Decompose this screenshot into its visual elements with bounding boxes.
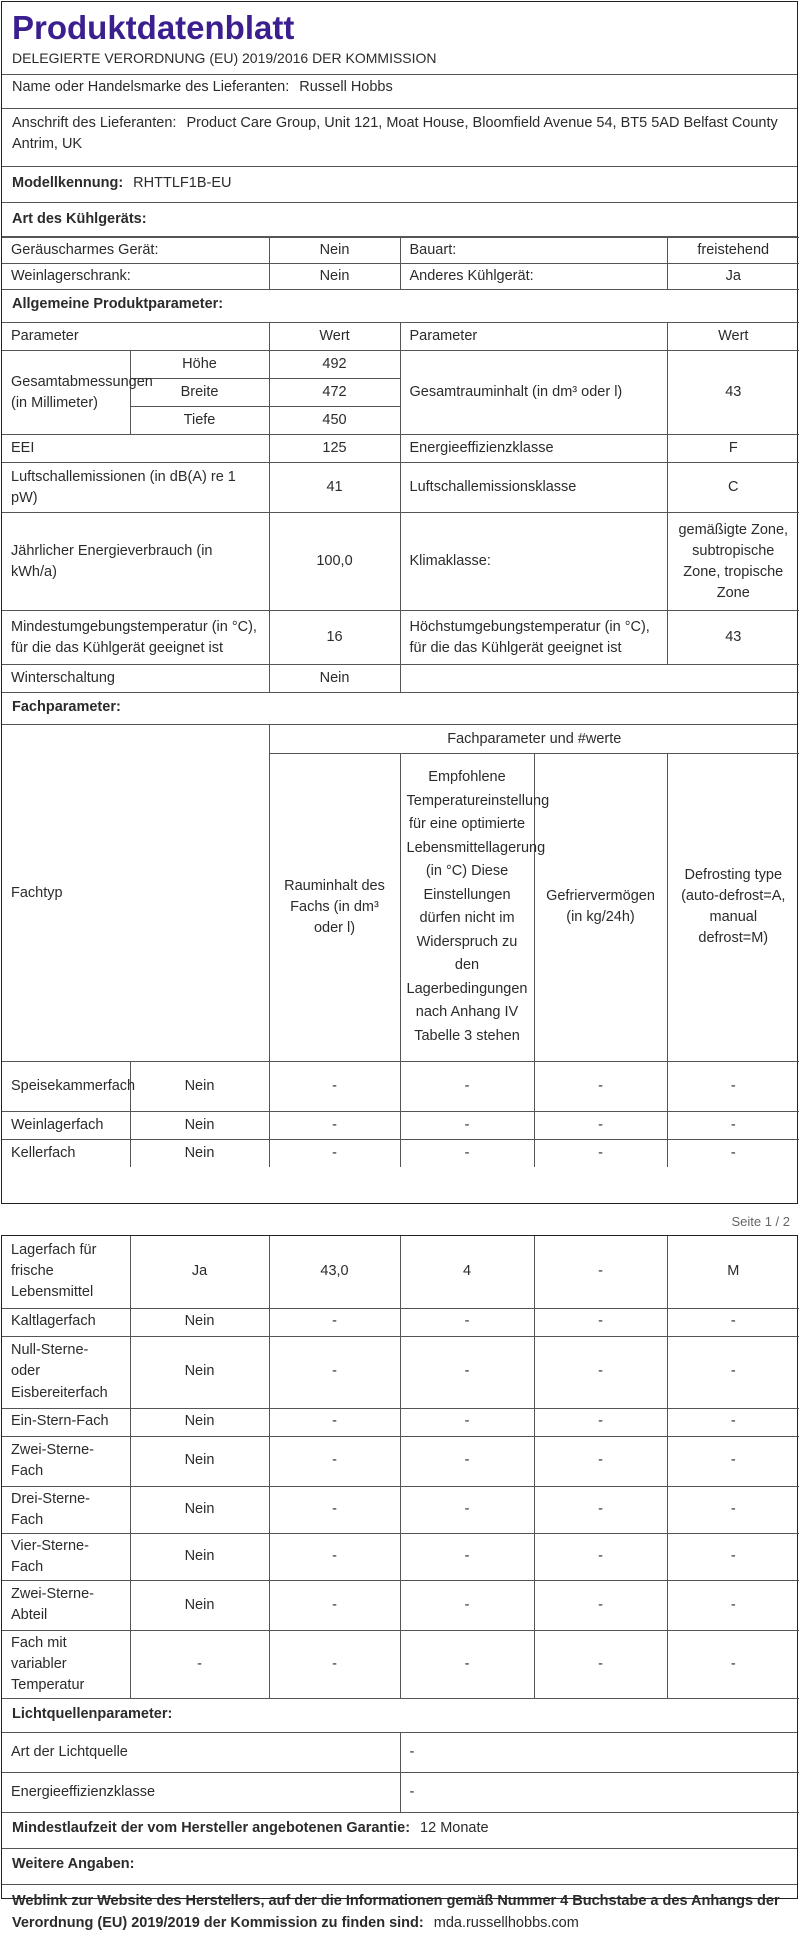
eei-value: 125 [269,435,400,463]
light-energy-class-value: - [400,1773,799,1813]
compartment-temp: - [400,1486,534,1533]
compartment-defrost: - [667,1436,799,1486]
weblink-label: Weblink zur Website des Herstellers, auf der die Informationen gemäß Nummer 4 Buchstabe a des Anhangs der Verordnung (EU) 2019/2019 der Kommission zu finden sind: [12,1893,780,1931]
compartment-name: Weinlagerfach [2,1111,130,1139]
compartment-freezing: - [534,1436,667,1486]
supplier-address-row [2,109,797,167]
compartment-name: Lagerfach für frische Lebensmittel [2,1236,130,1308]
col-parameter: Parameter [2,323,269,351]
compartment-temp: - [400,1630,534,1698]
compartment-present: Nein [130,1580,269,1630]
compartment-defrost: - [667,1139,799,1167]
compartment-temp: - [400,1436,534,1486]
compartment-freezing: - [534,1533,667,1580]
light-energy-class-label: Energieeffizienzklasse [2,1773,400,1813]
general-header-row [2,323,799,351]
supplier-name-label: Name oder Handelsmarke des Lieferanten: [12,79,290,96]
compartment-defrost: - [667,1580,799,1630]
supplier-address-label: Anschrift des Lieferanten: [12,115,177,132]
light-row [2,1733,799,1773]
compartment-present: Ja [130,1236,269,1308]
winter-value: Nein [269,665,400,693]
energy-class-value: F [667,435,799,463]
light-heading: Lichtquellenparameter: [2,1699,797,1733]
compartment-temp: - [400,1580,534,1630]
annual-energy-value: 100,0 [269,513,400,611]
low-noise-label: Geräuscharmes Gerät: [2,238,269,264]
general-heading: Allgemeine Produktparameter: [12,296,224,313]
compartment-freezing: - [534,1486,667,1533]
supplier-name-row [2,75,797,109]
compartment-name: Kaltlagerfach [2,1308,130,1336]
compartment-freezing: - [534,1580,667,1630]
min-temp-label: Mindestumgebungstemperatur (in °C), für die das Kühlgerät geeignet ist [2,611,269,665]
datasheet-page-2 [1,1235,798,1931]
col-value: Wert [269,323,400,351]
page-number: Seite 1 / 2 [731,1214,790,1229]
compartment-freezing: - [534,1408,667,1436]
compartment-freezing: - [534,1308,667,1336]
compartment-freezing: - [534,1111,667,1139]
model-row [2,167,797,203]
volume-value: 43 [667,351,799,435]
compartment-volume: - [269,1308,400,1336]
compartment-freezing: - [534,1061,667,1111]
compartment-present: Nein [130,1436,269,1486]
compartment-volume: 43,0 [269,1236,400,1308]
max-temp-value: 43 [667,611,799,665]
compartments-heading: Fachparameter: [2,693,797,725]
noise-value: 41 [269,463,400,513]
regulation-subtitle: DELEGIERTE VERORDNUNG (EU) 2019/2016 DER KOMMISSION [2,50,797,75]
compartment-volume: - [269,1486,400,1533]
volume-label: Gesamtrauminhalt (in dm³ oder l) [400,351,667,435]
compartment-defrost: - [667,1308,799,1336]
light-source-table [2,1733,799,1814]
compartment-defrost: - [667,1061,799,1111]
compartment-present: Nein [130,1308,269,1336]
climate-class-value: gemäßigte Zone, subtropische Zone, tropische Zone [667,513,799,611]
compartment-volume: - [269,1533,400,1580]
warranty-value: 12 Monate [420,1820,489,1837]
compartment-freezing: - [534,1236,667,1308]
weblink-value[interactable]: mda.russellhobbs.com [433,1914,579,1931]
eei-label: EEI [2,435,269,463]
temperature-row [2,611,799,665]
compartment-volume: - [269,1111,400,1139]
compartment-name: Kellerfach [2,1139,130,1167]
compartment-present: Nein [130,1486,269,1533]
model-label: Modellkennung: [12,175,124,192]
compartment-volume: - [269,1139,400,1167]
warranty-row [2,1813,797,1849]
compartment-group-header-row [2,725,799,753]
energy-row [2,513,799,611]
table-row [2,1533,799,1580]
weblink-row [2,1885,797,1941]
model-value: RHTTLF1B-EU [133,175,232,192]
compartment-present: Nein [130,1111,269,1139]
other-appliance-value: Ja [667,264,799,290]
compartment-present: Nein [130,1061,269,1111]
compartment-present: Nein [130,1336,269,1408]
compartment-defrost: - [667,1408,799,1436]
table-row [2,1236,799,1308]
appliance-type-table [2,237,799,290]
compartment-temp: - [400,1111,534,1139]
compartment-name: Fach mit variabler Temperatur [2,1630,130,1698]
depth-value: 450 [269,407,400,435]
wine-storage-value: Nein [269,264,400,290]
supplier-address-value: Product Care Group, Unit 121, Moat House, Bloomfield Avenue 54, BT5 5AD Belfast County Antrim, UK [12,115,778,153]
compartment-defrost: - [667,1533,799,1580]
compartment-defrost: - [667,1630,799,1698]
compartment-name: Zwei-Sterne-Abteil [2,1580,130,1630]
compartment-temp: - [400,1408,534,1436]
compartment-group-header: Fachparameter und #werte [269,725,799,753]
compartment-defrost: - [667,1486,799,1533]
compartment-volume: - [269,1630,400,1698]
compartment-temp: - [400,1533,534,1580]
noise-class-label: Luftschallemissionsklasse [400,463,667,513]
compartments-table-page-1 [2,725,799,1167]
further-info-heading: Weitere Angaben: [2,1849,797,1885]
dimensions-label: Gesamtabmessungen (in Millimeter) [2,351,130,435]
low-noise-value: Nein [269,238,400,264]
type-row [2,264,799,290]
climate-class-label: Klimaklasse: [400,513,667,611]
compartment-freezing: - [534,1336,667,1408]
compartment-freezing: - [534,1630,667,1698]
compartment-defrost: M [667,1236,799,1308]
other-appliance-label: Anderes Kühlgerät: [400,264,667,290]
table-row [2,1436,799,1486]
table-row [2,1408,799,1436]
noise-row [2,463,799,513]
light-source-type-value: - [400,1733,799,1773]
compartment-volume: - [269,1061,400,1111]
col-recommended-temp: Empfohlene Temperatureinstellung für eine optimierte Lebensmittellagerung (in °C) Diese Einstellungen dürfen nicht im Widerspruch zu den Lagerbedingungen nach Anhang IV Tabelle 3 stehen [400,753,534,1061]
min-temp-value: 16 [269,611,400,665]
eei-row [2,435,799,463]
compartment-defrost: - [667,1111,799,1139]
col-compartment-volume: Rauminhalt des Fachs (in dm³ oder l) [269,753,400,1061]
compartment-freezing: - [534,1139,667,1167]
dimension-row [2,351,799,379]
col-freezing-capacity: Gefriervermögen (in kg/24h) [534,753,667,1061]
table-row [2,1630,799,1698]
winter-label: Winterschaltung [2,665,269,693]
width-label: Breite [130,379,269,407]
compartment-volume: - [269,1580,400,1630]
light-source-type-label: Art der Lichtquelle [2,1733,400,1773]
compartment-volume: - [269,1436,400,1486]
energy-class-label: Energieeffizienzklasse [400,435,667,463]
noise-class-value: C [667,463,799,513]
compartment-name: Ein-Stern-Fach [2,1408,130,1436]
compartment-name: Null-Sterne- oder Eisbereiterfach [2,1336,130,1408]
table-row [2,1061,799,1111]
compartment-temp: - [400,1139,534,1167]
compartment-present: Nein [130,1408,269,1436]
width-value: 472 [269,379,400,407]
compartment-present: - [130,1630,269,1698]
design-value: freistehend [667,238,799,264]
datasheet-page-1 [1,1,798,1204]
compartment-volume: - [269,1408,400,1436]
noise-label: Luftschallemissionen (in dB(A) re 1 pW) [2,463,269,513]
table-row [2,1139,799,1167]
table-row [2,1111,799,1139]
general-parameters-table [2,322,799,693]
compartment-temp: - [400,1308,534,1336]
compartment-temp: 4 [400,1236,534,1308]
annual-energy-label: Jährlicher Energieverbrauch (in kWh/a) [2,513,269,611]
compartment-present: Nein [130,1533,269,1580]
empty-cell [400,665,799,693]
winter-row [2,665,799,693]
height-label: Höhe [130,351,269,379]
compartment-temp: - [400,1061,534,1111]
max-temp-label: Höchstumgebungstemperatur (in °C), für die das Kühlgerät geeignet ist [400,611,667,665]
wine-storage-label: Weinlagerschrank: [2,264,269,290]
compartment-present: Nein [130,1139,269,1167]
depth-label: Tiefe [130,407,269,435]
table-row [2,1308,799,1336]
col-value: Wert [667,323,799,351]
page-title: Produktdatenblatt [12,9,295,46]
compartment-type-header: Fachtyp [2,725,269,1061]
compartment-volume: - [269,1336,400,1408]
compartment-name: Zwei-Sterne-Fach [2,1436,130,1486]
table-row [2,1336,799,1408]
warranty-label: Mindestlaufzeit der vom Hersteller angebotenen Garantie: [12,1820,411,1837]
design-label: Bauart: [400,238,667,264]
col-defrost-type: Defrosting type (auto-defrost=A, manual defrost=M) [667,753,799,1061]
compartment-defrost: - [667,1336,799,1408]
table-row [2,1580,799,1630]
height-value: 492 [269,351,400,379]
type-section-heading: Art des Kühlgeräts: [2,203,797,237]
compartment-name: Vier-Sterne-Fach [2,1533,130,1580]
type-row [2,238,799,264]
compartment-temp: - [400,1336,534,1408]
compartment-name: Speisekammerfach [2,1061,130,1111]
compartment-name: Drei-Sterne-Fach [2,1486,130,1533]
col-parameter: Parameter [400,323,667,351]
supplier-name-value: Russell Hobbs [299,79,393,96]
light-row [2,1773,799,1813]
table-row [2,1486,799,1533]
compartments-table-page-2 [2,1236,799,1699]
